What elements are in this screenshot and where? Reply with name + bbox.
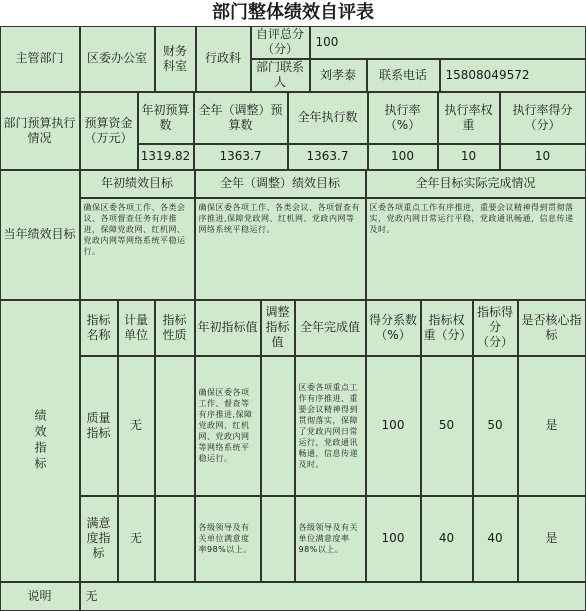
indicators-section-label <box>0 300 80 582</box>
contact-label: 部门联系人 <box>251 59 310 92</box>
adjusted-goal-text: 确保区委各项工作、各类会议、各项督查有序推进,保障党政网、红机网、党政内网等网络系统平稳运行。 <box>195 198 366 300</box>
goals-section-label: 当年绩效目标 <box>0 170 80 300</box>
col-exec-rate: 执行率（%） <box>368 92 438 144</box>
rate-score-value: 10 <box>500 144 586 170</box>
contact-value: 刘孝泰 <box>310 59 367 92</box>
row2-name: 满意度指标 <box>80 496 118 582</box>
row1-nature <box>155 356 195 496</box>
evaluation-table <box>0 26 586 611</box>
row2-adjusted <box>261 496 295 582</box>
page-title: 部门整体绩效自评表 <box>0 0 586 26</box>
col-executed: 全年执行数 <box>288 92 368 144</box>
col-initial-goal: 年初绩效目标 <box>80 170 195 198</box>
initial-goal-text: 确保区委各项工作、各类会议、各项督查任务有序推进，保障党政网、红机网、党政内网等网络系统平稳运行。 <box>80 198 195 300</box>
initial-budget-value: 1319.82 <box>138 144 194 170</box>
hdr-actual: 全年完成值 <box>295 300 366 356</box>
score-value: 100 <box>310 26 586 59</box>
row2-nature <box>155 496 195 582</box>
finance-value: 行政科 <box>196 26 251 92</box>
row2-actual: 各级领导及有关单位满意度率98%以上。 <box>295 496 366 582</box>
row1-actual: 区委各项重点工作有序推进、重要会议精神得到贯彻落实，保障了党政内网日常运行，党政通讯畅通，信息传递及时。 <box>295 356 366 496</box>
col-rate-weight: 执行率权重 <box>438 92 500 144</box>
executed-value: 1363.7 <box>288 144 368 170</box>
phone-value: 15808049572 <box>440 59 586 92</box>
hdr-coef: 得分系数（%） <box>366 300 421 356</box>
row1-core: 是 <box>518 356 586 496</box>
row2-coef: 100 <box>366 496 421 582</box>
col-actual-goal: 全年目标实际完成情况 <box>366 170 586 198</box>
row1-initial: 确保区委各项工作、督查等有序推进,保障党政网、红机网、党政内网等网络系统平稳运行。 <box>195 356 261 496</box>
row2-unit: 无 <box>118 496 155 582</box>
hdr-initial: 年初指标值 <box>195 300 261 356</box>
indicators-section-text: 绩效指标 <box>33 408 47 473</box>
budget-funds-label: 预算资金（万元） <box>80 92 138 170</box>
adjusted-budget-value: 1363.7 <box>194 144 288 170</box>
row2-core: 是 <box>518 496 586 582</box>
col-adjusted-budget: 全年（调整）预算数 <box>194 92 288 144</box>
actual-goal-text: 区委各项重点工作有序推进，重要会议精神得到贯彻落实，党政内网日常运行平稳，党政通讯畅通，信息传递及时。 <box>366 198 586 300</box>
hdr-name: 指标名称 <box>80 300 118 356</box>
row1-name: 质量指标 <box>80 356 118 496</box>
dept-label: 主管部门 <box>0 26 80 92</box>
note-label: 说明 <box>0 582 80 611</box>
hdr-weight: 指标权重（分） <box>421 300 473 356</box>
rate-weight-value: 10 <box>438 144 500 170</box>
row1-coef: 100 <box>366 356 421 496</box>
exec-rate-value: 100 <box>368 144 438 170</box>
budget-section-label: 部门预算执行情况 <box>0 92 80 170</box>
phone-label: 联系电话 <box>367 59 440 92</box>
row2-initial: 各级领导及有关单位满意度率98%以上。 <box>195 496 261 582</box>
row2-score: 40 <box>473 496 518 582</box>
hdr-nature: 指标性质 <box>155 300 195 356</box>
hdr-unit: 计量单位 <box>118 300 155 356</box>
col-rate-score: 执行率得分（分） <box>500 92 586 144</box>
row1-score: 50 <box>473 356 518 496</box>
col-initial-budget: 年初预算数 <box>138 92 194 144</box>
finance-label: 财务科室 <box>155 26 196 92</box>
dept-value: 区委办公室 <box>80 26 155 92</box>
hdr-adjusted: 调整指标值 <box>261 300 295 356</box>
row2-weight: 40 <box>421 496 473 582</box>
hdr-core: 是否核心指标 <box>518 300 586 356</box>
row1-unit: 无 <box>118 356 155 496</box>
row1-adjusted <box>261 356 295 496</box>
hdr-score: 指标得分（分） <box>473 300 518 356</box>
note-value: 无 <box>80 582 586 611</box>
col-adjusted-goal: 全年（调整）绩效目标 <box>195 170 366 198</box>
row1-weight: 50 <box>421 356 473 496</box>
score-label: 自评总分（分） <box>251 26 310 59</box>
